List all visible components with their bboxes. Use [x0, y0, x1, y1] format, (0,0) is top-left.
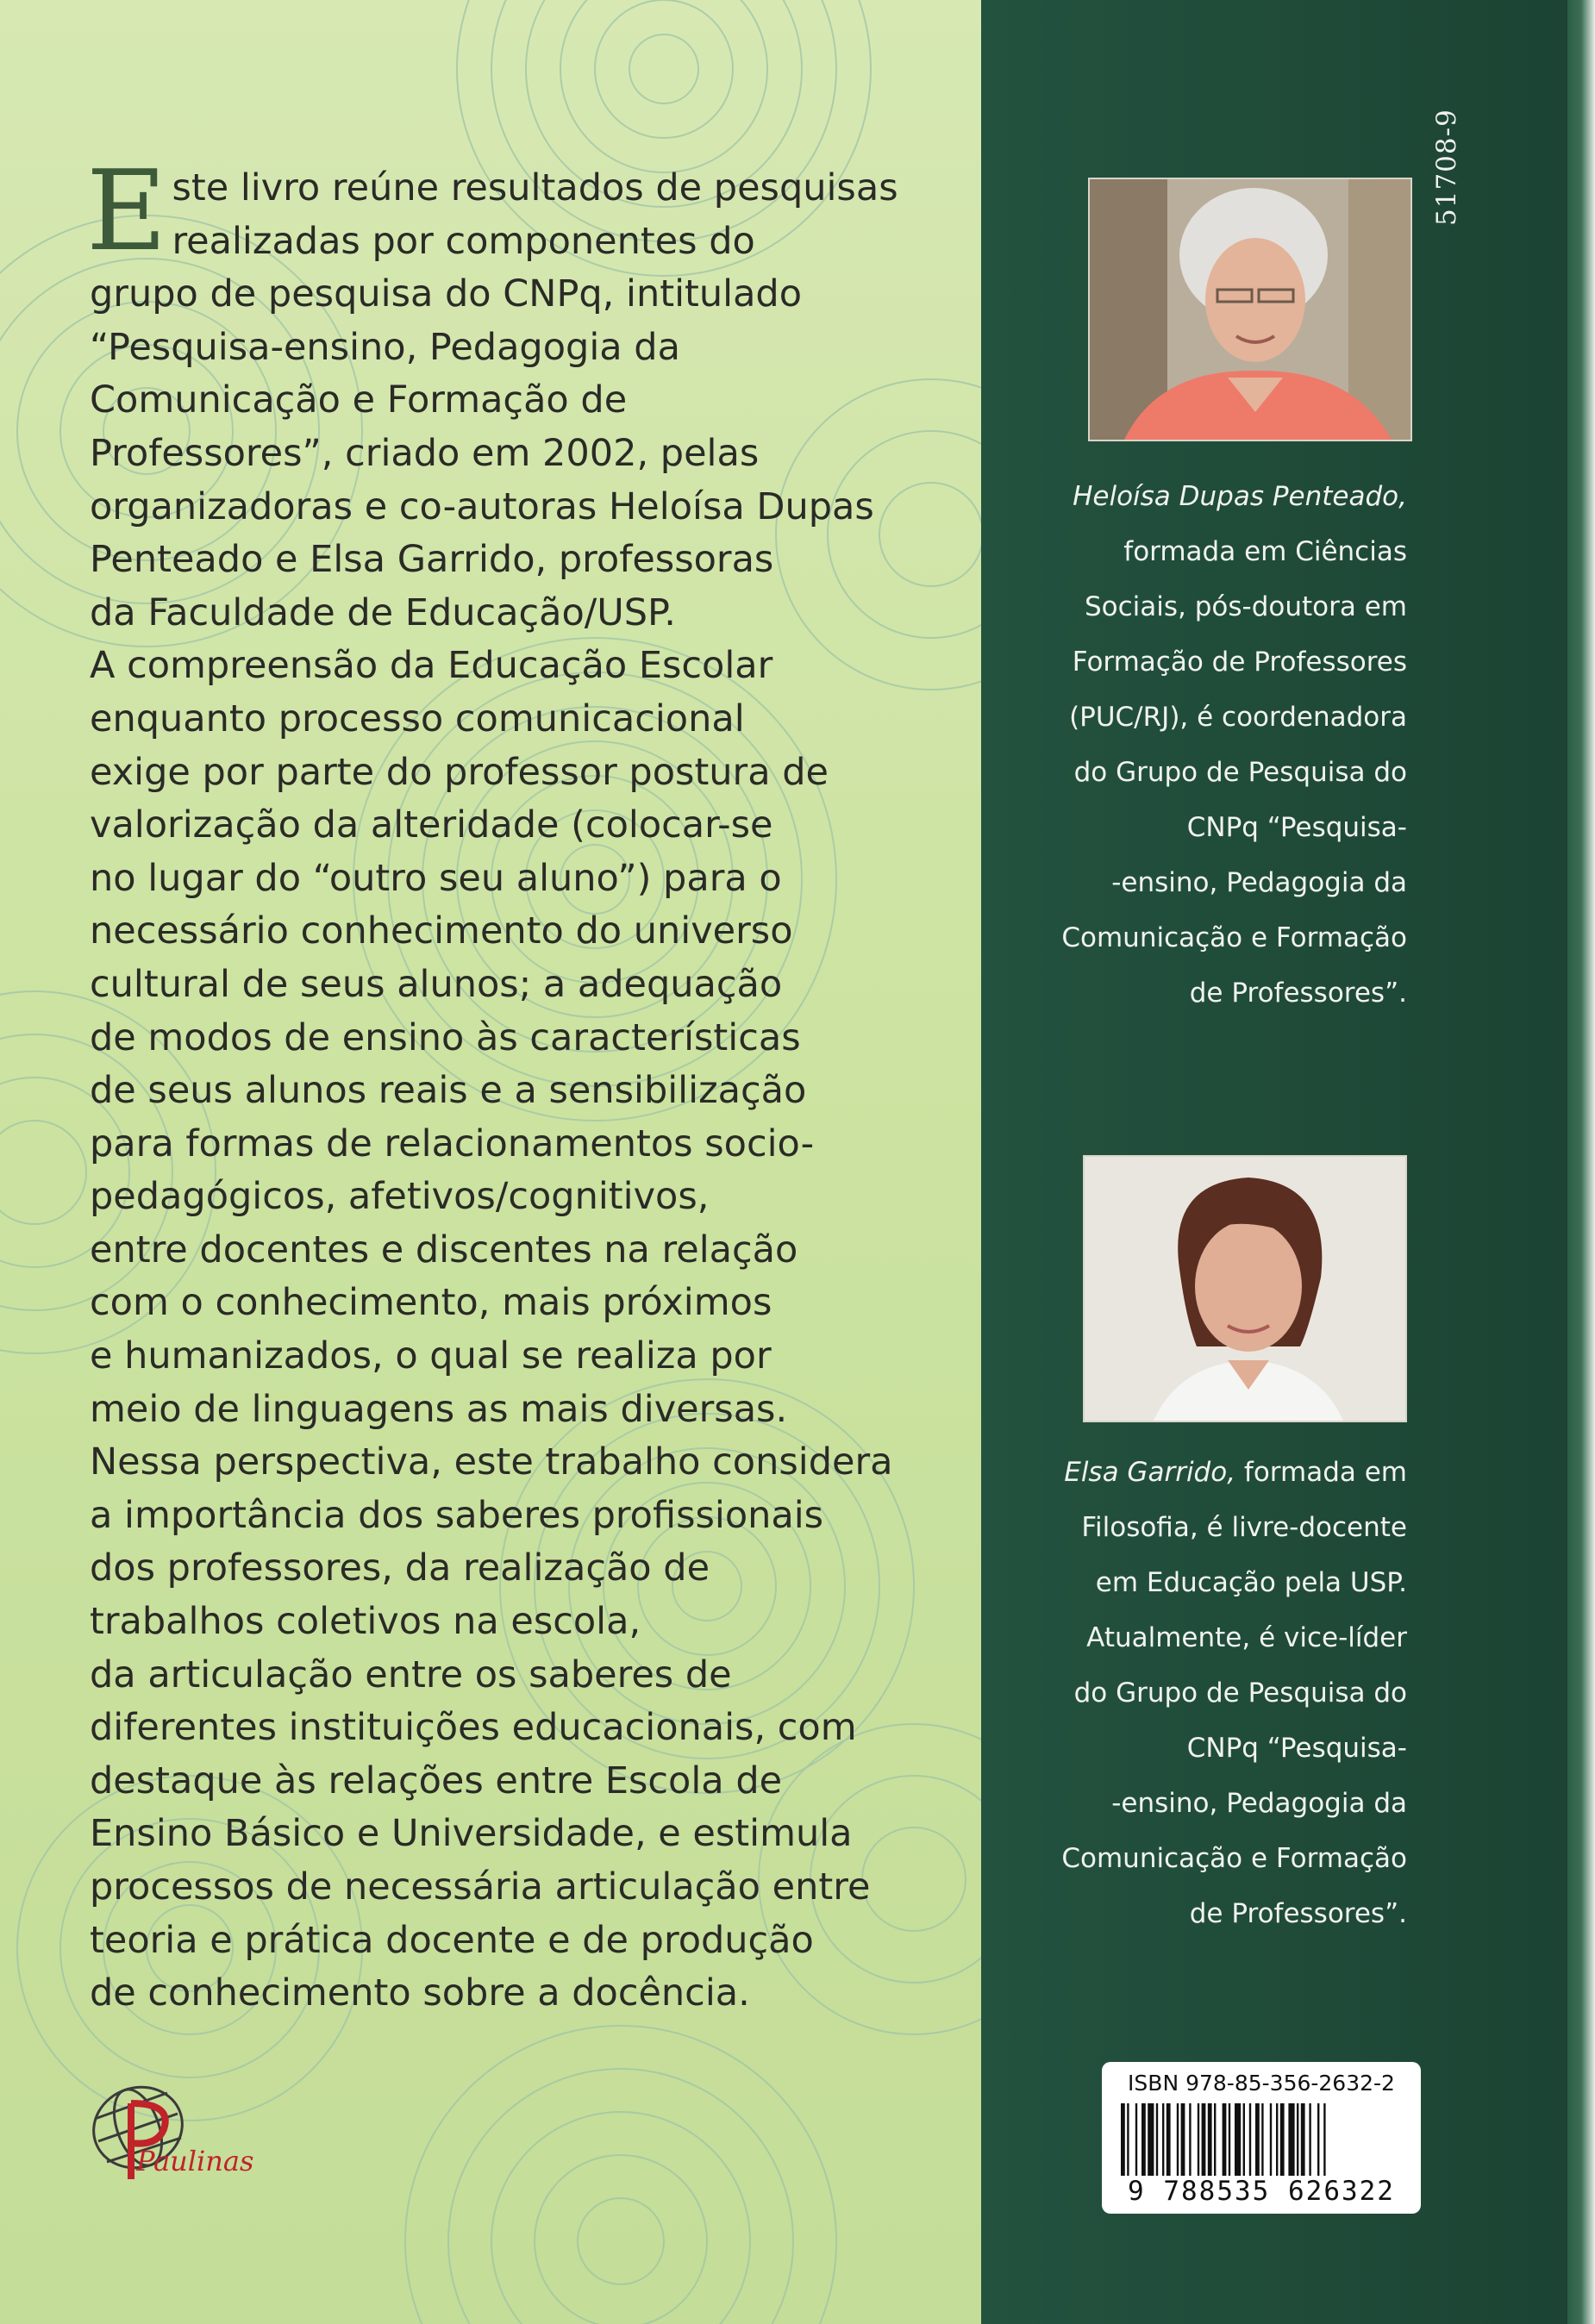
- catalog-code: 51708-9: [1431, 109, 1462, 226]
- back-cover-blurb: [86, 147, 917, 2021]
- publisher-logo-text: Paulinas: [136, 2145, 254, 2177]
- author-name-elsa: Elsa Garrido,: [1064, 1457, 1236, 1488]
- author-name-heloisa: Heloísa Dupas Penteado,: [1073, 481, 1407, 512]
- bio-heloisa: [941, 469, 1407, 1021]
- bio-elsa: [941, 1445, 1407, 1941]
- isbn-label: ISBN 978-85-356-2632-2: [1128, 2071, 1395, 2096]
- paulinas-globe-icon: [78, 2069, 250, 2198]
- isbn-barcode: [1102, 2062, 1421, 2214]
- author-photo-elsa: [1083, 1155, 1407, 1422]
- barcode-icon: [1121, 2103, 1402, 2176]
- bio-text-elsa: formada em Filosofia, é livre-docente em Educação pela USP. Atualmente, é vice-líder do Grupo de Pesquisa do CNPq “Pesquisa- -ensino, Pedagogia da Comunicação e Formação de Professores”.: [1061, 1457, 1407, 1929]
- drop-cap: E: [86, 147, 167, 276]
- spine-edge: [1567, 0, 1595, 2324]
- ean-digits: 9 788535 626322: [1128, 2176, 1395, 2207]
- bio-text-heloisa: formada em Ciências Sociais, pós-doutora em Formação de Professores (PUC/RJ), é coordenadora do Grupo de Pesquisa do CNPq “Pesquisa- -ensino, Pedagogia da Comunicação e Formação de Professores”.: [1061, 536, 1407, 1009]
- blurb-paragraph-3: Nessa perspectiva, este trabalho considera a importância dos saberes profissionais dos professores, da realização de trabalhos coletivos na escola, da articulação entre os saberes de diferentes instituições educacionais, com destaque às relações entre Escola de Ensino Básico e Universidade, e estimula processos de necessária articulação entre teoria e prática docente e de produção de conhecimento sobre a docência.: [90, 1440, 893, 2015]
- blurb-paragraph-2: A compreensão da Educação Escolar enquanto processo comunicacional exige por parte do professor postura de valorização da alteridade (colocar-se no lugar do “outro seu aluno”) para o necessário conhecimento do universo cultural de seus alunos; a adequação de modos de ensino às características de seus alunos reais e a sensibilização para formas de relacionamentos socio- pedagógicos, afetivos/cognitivos, entre docentes e discentes na relação com o conhecimento, mais próximos e humanizados, o qual se realiza por meio de linguagens as mais diversas.: [90, 644, 829, 1431]
- author-photo-heloisa: [1088, 178, 1412, 441]
- blurb-paragraph-1: ste livro reúne resultados de pesquisas realizadas por componentes do grupo de pesquisa do CNPq, intitulado “Pesquisa-ensino, Pedagogia da Comunicação e Formação de Professores”, criado em 2002, pelas organizadoras e co-autoras Heloísa Dupas Penteado e Elsa Garrido, professoras da Faculdade de Educação/USP.: [90, 166, 898, 634]
